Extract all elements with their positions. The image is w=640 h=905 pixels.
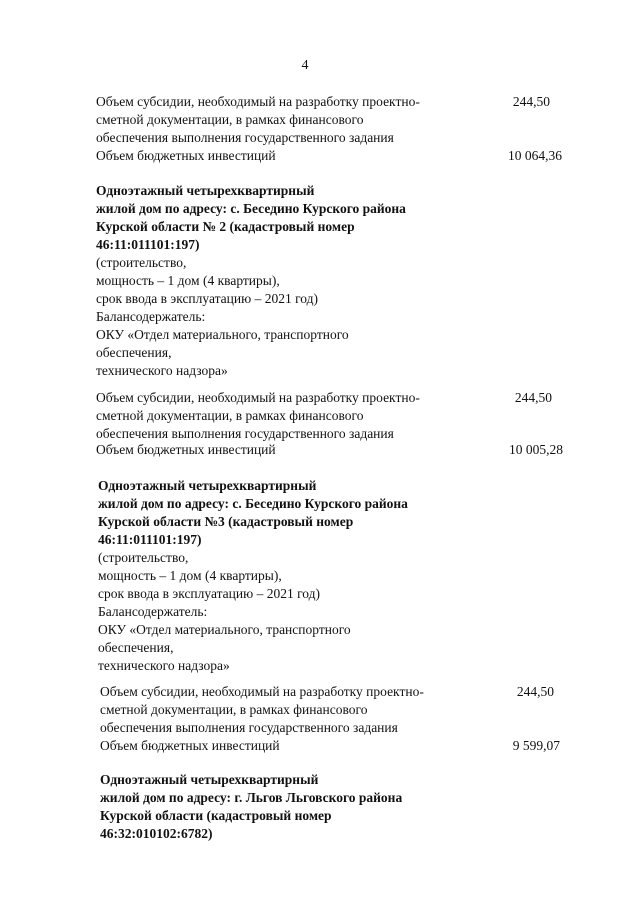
object-detail-line: ОКУ «Отдел материального, транспортного [98, 622, 351, 637]
object-title-line: 46:32:010102:6782) [100, 826, 213, 841]
subsidy-text-line: Объем субсидии, необходимый на разработку проектно- [96, 94, 420, 109]
page-number: 4 [301, 58, 309, 73]
object-title-line: жилой дом по адресу: с. Беседино Курского района [96, 201, 406, 216]
subsidy-text-line: обеспечения выполнения государственного задания [100, 720, 398, 735]
investment-label: Объем бюджетных инвестиций [96, 442, 276, 457]
investment-label: Объем бюджетных инвестиций [96, 148, 276, 163]
subsidy-text-line: Объем субсидии, необходимый на разработку проектно- [100, 684, 424, 699]
object-title-line: 46:11:011101:197) [98, 532, 202, 547]
object-title-line: Курской области (кадастровый номер [100, 808, 332, 823]
subsidy-text-line: обеспечения выполнения государственного задания [96, 426, 394, 441]
object-detail-line: (строительство, [98, 550, 189, 565]
object-detail-line: обеспечения, [98, 640, 174, 655]
subsidy-text-line: обеспечения выполнения государственного задания [96, 130, 394, 145]
investment-amount: 9 599,07 [512, 738, 560, 753]
object-title-line: Одноэтажный четырехквартирный [98, 478, 317, 493]
object-title-line: Курской области № 2 (кадастровый номер [96, 219, 355, 234]
subsidy-amount: 244,50 [512, 94, 550, 109]
object-detail-line: срок ввода в эксплуатацию – 2021 год) [96, 291, 319, 306]
subsidy-text-line: сметной документации, в рамках финансового [96, 408, 364, 423]
subsidy-text-line: сметной документации, в рамках финансового [100, 702, 368, 717]
object-detail-line: срок ввода в эксплуатацию – 2021 год) [98, 586, 321, 601]
object-title-line: Одноэтажный четырехквартирный [96, 183, 315, 198]
subsidy-amount: 244,50 [514, 390, 552, 405]
investment-amount: 10 005,28 [509, 442, 563, 457]
object-detail-line: мощность – 1 дом (4 квартиры), [98, 568, 282, 583]
object-detail-line: Балансодержатель: [96, 309, 206, 324]
subsidy-amount: 244,50 [516, 684, 554, 699]
object-detail-line: технического надзора» [96, 363, 228, 378]
investment-label: Объем бюджетных инвестиций [100, 738, 280, 753]
subsidy-text-line: Объем субсидии, необходимый на разработку проектно- [96, 390, 420, 405]
object-title-line: жилой дом по адресу: с. Беседино Курского района [98, 496, 408, 511]
object-title-line: Курской области №3 (кадастровый номер [98, 514, 354, 529]
object-detail-line: Балансодержатель: [98, 604, 208, 619]
investment-amount: 10 064,36 [508, 148, 562, 163]
object-detail-line: мощность – 1 дом (4 квартиры), [96, 273, 280, 288]
object-detail-line: технического надзора» [98, 658, 230, 673]
object-detail-line: (строительство, [96, 255, 187, 270]
subsidy-text-line: сметной документации, в рамках финансового [96, 112, 364, 127]
object-title-line: 46:11:011101:197) [96, 237, 200, 252]
object-title-line: жилой дом по адресу: г. Льгов Льговского района [100, 790, 403, 805]
object-title-line: Одноэтажный четырехквартирный [100, 772, 319, 787]
object-detail-line: ОКУ «Отдел материального, транспортного [96, 327, 349, 342]
object-detail-line: обеспечения, [96, 345, 172, 360]
